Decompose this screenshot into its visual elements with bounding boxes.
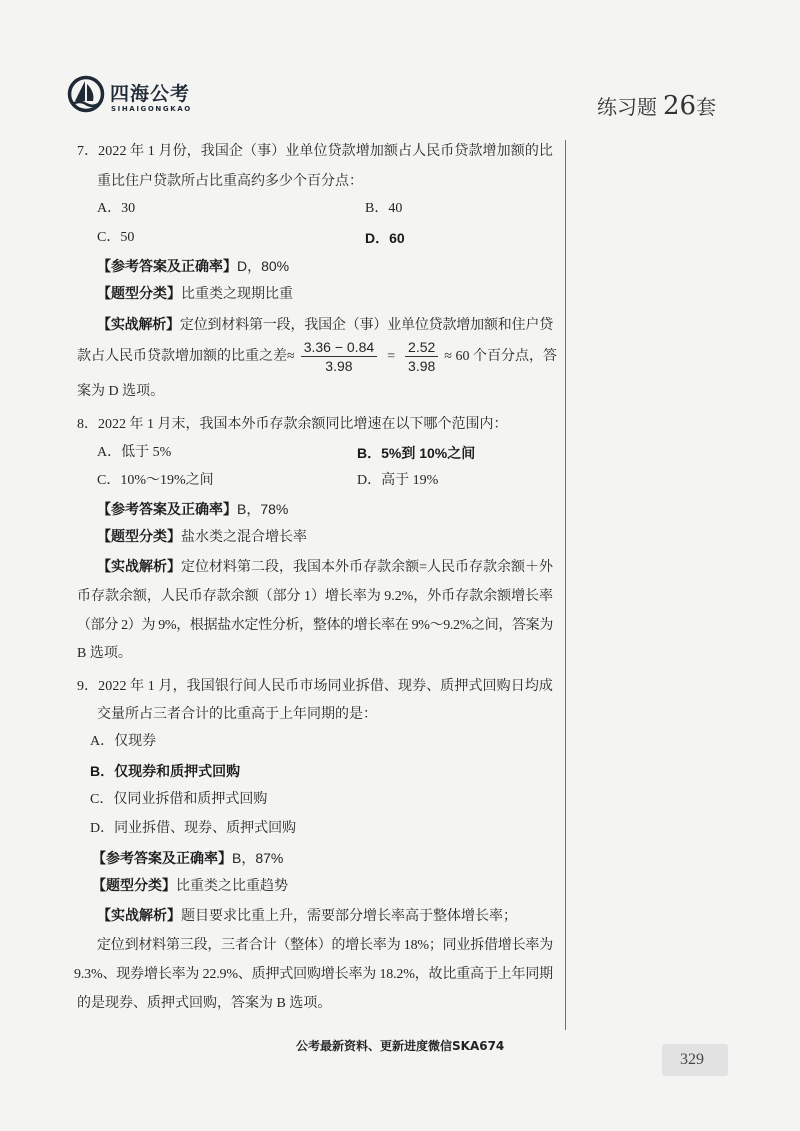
option-b-correct: B．仅现券和质押式回购 <box>90 763 241 779</box>
analysis-label: 【实战解析】 <box>97 560 182 575</box>
category-line <box>97 285 293 305</box>
answer-label: 【参考答案及正确率】 <box>97 503 237 518</box>
analysis-line: （部分 2）为 9%，根据盐水定性分析，整体的增长率在 9%～9.2%之间，答案为 <box>77 618 553 633</box>
analysis-line: 案为 D 选项。 <box>77 384 165 399</box>
sailboat-logo-icon <box>66 74 106 114</box>
analysis-line: 9.3%、现券增长率为 22.9%、质押式回购增长率为 18.2%，故比重高于上年同期 <box>74 967 553 982</box>
option-d-correct: D．60 <box>365 230 405 246</box>
footer-note: 公考最新资料、更新进度微信SKA674 <box>296 1039 505 1053</box>
analysis-label: 【实战解析】 <box>97 909 181 924</box>
question-stem-line: 重比住户贷款所占比重高约多少个百分点： <box>97 174 363 189</box>
set-number: 26 <box>663 91 697 121</box>
question-stem-line: 交量所占三者合计的比重高于上年同期的是： <box>97 707 377 722</box>
category-label: 【题型分类】 <box>97 530 181 545</box>
category-value: 比重类之现期比重 <box>181 287 293 302</box>
analysis-line: 定位到材料第三段，三者合计（整体）的增长率为 18%；同业拆借增长率为 <box>97 938 553 953</box>
option-d: D．高于 19% <box>357 473 439 488</box>
option-d: D．同业拆借、现券、质押式回购 <box>90 821 297 836</box>
answer-line <box>97 499 288 521</box>
category-label: 【题型分类】 <box>97 287 181 302</box>
fraction-1-denominator: 3.98 <box>325 358 353 374</box>
fraction-1 <box>301 338 377 375</box>
analysis-text: 定位到材料第一段，我国企（事）业单位贷款增加额和住户贷 <box>179 318 554 333</box>
analysis-line: 的是现券、质押式回购，答案为 B 选项。 <box>77 996 332 1011</box>
option-b-correct: B．5%到 10%之间 <box>357 445 476 461</box>
category-value: 比重类之比重趋势 <box>176 879 288 894</box>
analysis-text: 题目要求比重上升，需要部分增长率高于整体增长率； <box>181 909 517 924</box>
category-line <box>97 528 307 548</box>
page-number: 329 <box>680 1051 704 1068</box>
answer-value: B，87% <box>232 850 284 866</box>
option-a: A．30 <box>97 201 136 216</box>
logo-pinyin: SIHAIGONGKAO <box>111 105 192 113</box>
formula-suffix: ≈ 60 个百分点，答 <box>444 348 557 364</box>
set-title-text: 练习题 <box>597 95 657 119</box>
analysis-line <box>97 316 553 336</box>
fraction-2-numerator: 2.52 <box>405 338 438 357</box>
question-stem-line: 8．2022 年 1 月末，我国本外币存款余额同比增速在以下哪个范围内： <box>77 417 508 432</box>
logo-name: 四海公考 <box>110 83 191 105</box>
question-stem-line: 9．2022 年 1 月，我国银行间人民币市场同业拆借、现券、质押式回购日均成 <box>77 679 553 694</box>
set-unit: 套 <box>696 95 717 119</box>
formula-prefix: 款占人民币贷款增加额的比重之差≈ <box>77 348 295 364</box>
analysis-line <box>97 907 517 927</box>
answer-line <box>92 848 283 870</box>
analysis-text: 定位材料第二段，我国本外币存款余额=人民币存款余额＋外 <box>181 560 554 575</box>
margin-rule <box>565 140 566 1030</box>
option-c: C．仅同业拆借和质押式回购 <box>90 792 268 807</box>
analysis-line: B 选项。 <box>77 646 132 661</box>
option-a: A．低于 5% <box>97 445 172 460</box>
analysis-line: 币存款余额，人民币存款余额（部分 1）增长率为 9.2%，外币存款余额增长率 <box>77 589 553 604</box>
category-value: 盐水类之混合增长率 <box>181 530 307 545</box>
fraction-2 <box>405 338 438 375</box>
analysis-formula-line <box>77 338 557 375</box>
analysis-line <box>97 558 553 578</box>
equals-sign: = <box>387 348 396 364</box>
category-line <box>92 877 288 897</box>
answer-value: D，80% <box>237 258 290 274</box>
fraction-1-numerator: 3.36 − 0.84 <box>301 338 377 357</box>
option-c: C．50 <box>97 230 135 245</box>
analysis-label: 【实战解析】 <box>97 318 180 333</box>
answer-value: B，78% <box>237 501 289 517</box>
exercise-set-title <box>597 90 716 125</box>
answer-label: 【参考答案及正确率】 <box>97 260 237 275</box>
question-stem-line: 7．2022 年 1 月份，我国企（事）业单位贷款增加额占人民币贷款增加额的比 <box>77 144 553 159</box>
option-c: C．10%～19%之间 <box>97 473 214 488</box>
answer-line <box>97 256 289 278</box>
fraction-2-denominator: 3.98 <box>408 358 436 374</box>
option-a: A．仅现券 <box>90 734 157 749</box>
category-label: 【题型分类】 <box>92 879 176 894</box>
answer-label: 【参考答案及正确率】 <box>92 852 232 867</box>
option-b: B．40 <box>365 201 403 216</box>
